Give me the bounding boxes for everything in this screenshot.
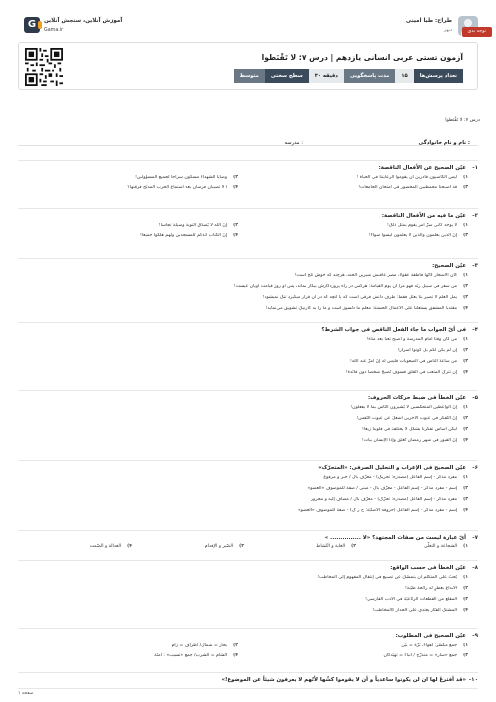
quiz-title: آزمون تستی عربی انسانی یازدهم | درس ۷: لا تَقْنَطوا bbox=[261, 53, 463, 62]
option-text: أ لا تصبیان فرسان بعد استماع الحرب المدبّح فرقتها؟ bbox=[127, 185, 228, 190]
answer-option[interactable] bbox=[356, 175, 468, 180]
question-1 bbox=[18, 160, 478, 196]
answer-option[interactable] bbox=[298, 508, 468, 513]
answer-option[interactable] bbox=[266, 306, 468, 311]
question-number: -۴ bbox=[472, 327, 478, 333]
option-text: الشّام = الشّرب/ جمع «نسیب» : أمنّة bbox=[154, 653, 228, 658]
option-text: المقلّع من القطعات الرئاعیّة فی الأدب الفارسی! bbox=[365, 597, 458, 602]
answer-option[interactable] bbox=[263, 295, 468, 300]
option-text: إن تترک المتعب فی القلق فسوف تُصبحُ شخصاً دون فائدة! bbox=[345, 370, 458, 375]
option-text: مفرد مذکّر - إسم الفاعل (مصدره: تحرّک) - معرّف بأل / مضاف إلیه و مجرور bbox=[310, 497, 458, 502]
option-number: ۳) bbox=[463, 653, 468, 658]
option-text: إنّ التّفکّر فی عیوب الآخرین أشغلُ عن عیوب النّفس! bbox=[356, 416, 458, 421]
option-text: لیس الکاسبون قادرین أن یقوموا الرعایتنا فی الحیاة ! bbox=[356, 175, 458, 180]
option-text: الصّبر و الإقدام bbox=[204, 544, 234, 549]
option-number: ۲) bbox=[233, 643, 238, 648]
option-text: الشجاعة و التعلّی bbox=[423, 544, 458, 549]
question-7 bbox=[18, 530, 478, 552]
option-text: إنّ الواعظین المتحمّسین لا یُشیرون النّاس بما لا یفعلون! bbox=[350, 405, 458, 410]
option-number: ۱) bbox=[463, 575, 468, 580]
option-text: إنّ القبور فی شهر رمضان تُغلّق وإذا الإنسان بیات! bbox=[361, 438, 458, 443]
student-name-label: نام و نام خانوادگی : bbox=[418, 140, 470, 146]
question-3 bbox=[18, 258, 478, 318]
answer-option[interactable] bbox=[358, 185, 468, 190]
school-label: مدرسه : bbox=[284, 140, 303, 146]
option-text: من ساعدَ الناس فی الصعوبات فلیس له إنّ أمرّ عند الله! bbox=[349, 359, 458, 364]
option-text: إن لم یکن لکم بلّ کُونوا أسراراً bbox=[398, 348, 458, 353]
answer-option[interactable] bbox=[367, 337, 469, 342]
option-text: الابداع بعطرٍ له رائحة طیّبة! bbox=[405, 586, 458, 591]
brand-name: آموزش آنلاین، سنجش آنلاین bbox=[44, 18, 123, 24]
option-text: مقتدبا المشفق یستعلنا علی الأعمال الحسنة: معلّم ما دلسوز است و ما را به کارنیک تشویق می‌نماید! bbox=[265, 306, 458, 311]
option-text: یملّ العلم لا تصیر بنا بعثل فقط: طرف دانش فرقی است که با آنچه که در آن قرار میگیرد تنگ نمیشود! bbox=[262, 295, 458, 300]
answer-option[interactable] bbox=[362, 427, 468, 432]
question-6 bbox=[18, 460, 478, 524]
option-text: جمع مکسّر: أهواء، بَرّة = بیّن bbox=[401, 643, 458, 648]
answer-option[interactable] bbox=[127, 185, 238, 190]
question-text: «قد أفترعُ لها ان لن یکونوا ساعدیاً و أن لا یقوموا کشّها لأنّهم لا یعرفون شیئاً عن الموضوع!» bbox=[221, 677, 466, 683]
question-9 bbox=[18, 628, 478, 666]
answer-option[interactable] bbox=[205, 544, 244, 549]
question-number: -۶ bbox=[472, 465, 478, 471]
answer-option[interactable] bbox=[316, 544, 356, 549]
quiz-meta-chips bbox=[234, 69, 463, 83]
option-number: ۴) bbox=[233, 185, 238, 190]
difficulty-value: متوسط bbox=[234, 69, 265, 83]
difficulty-label: سطح سختی bbox=[265, 69, 309, 83]
answer-option[interactable] bbox=[369, 233, 468, 238]
option-number: ۳) bbox=[239, 544, 244, 549]
option-number: ۳) bbox=[463, 185, 468, 190]
option-text: إنّ الکتاب أتذکُم للمسجدین ولهم هلکوا جمیعاً! bbox=[140, 233, 228, 238]
option-text: کان الأشجار کأنّها قاطفة عقولاً، مصر عاقبش شیرین الحند، هرچند که خوش تلخ است! bbox=[294, 273, 458, 278]
option-number: ۴) bbox=[463, 508, 468, 513]
answer-option[interactable] bbox=[346, 370, 468, 375]
option-number: ۲) bbox=[233, 223, 238, 228]
answer-option[interactable] bbox=[323, 475, 468, 480]
option-text: مفرد مذکّر - إسم الفاعل (مصدره: تحریک) - معرّف بأل / خبر و مرفوع bbox=[323, 475, 458, 480]
question-text: أیّ عبارة لیست من صفات المجتهد؟ «لا ............... » bbox=[324, 535, 466, 541]
question-number: -۱۰ bbox=[468, 677, 478, 683]
answer-option[interactable] bbox=[405, 586, 468, 591]
option-number: ۴) bbox=[127, 544, 132, 549]
option-text: الغایة و النّشاط bbox=[316, 544, 346, 549]
qr-code-icon bbox=[25, 48, 63, 86]
option-text: بحار = شمال/ أطراف = زام bbox=[171, 643, 228, 648]
option-text: إسم - مفرد مذکّر - إسم الفاعل - معرّف بأل - مبنی / صفة للموصوف «العضو» bbox=[307, 486, 458, 491]
answer-option[interactable] bbox=[307, 486, 468, 491]
option-number: ۴) bbox=[463, 608, 468, 613]
option-number: ۴) bbox=[463, 306, 468, 311]
answer-option[interactable] bbox=[401, 643, 468, 648]
answer-option[interactable] bbox=[140, 233, 238, 238]
option-text: إنّ الله لا یُصدّق التوبة وسیلة تجاسا! bbox=[158, 223, 228, 228]
answer-option[interactable] bbox=[159, 223, 238, 228]
option-number: ۳) bbox=[463, 295, 468, 300]
question-2 bbox=[18, 208, 478, 244]
option-number: ۲) bbox=[463, 284, 468, 289]
answer-option[interactable] bbox=[311, 497, 468, 502]
duration-value: ۳۰ دقیقه bbox=[309, 69, 344, 83]
option-text: من کان وقتاً أمام المدرسة و أصبح تعباً بعد مدّة! bbox=[366, 337, 458, 342]
option-text: یُحبّ علی المتکلّم أن یتمسّک عن تصبیع فی إنتقال المفهوم إلی المخاطب! bbox=[317, 575, 458, 580]
answer-option[interactable] bbox=[365, 597, 468, 602]
question-text: عیّن الصحیح عن الأفعال الناقصة: bbox=[378, 165, 466, 171]
answer-option[interactable] bbox=[398, 348, 468, 353]
answer-option[interactable] bbox=[154, 653, 238, 658]
option-number: ۴) bbox=[463, 370, 468, 375]
option-text: من سفر فی سبیل ربّه فهو مرا أن یوم القیامة: هرکس در راه پروردگارش بیکار بماند، پس او روز قیامت آویان عیست! bbox=[233, 284, 458, 289]
answer-option[interactable] bbox=[372, 608, 468, 613]
option-number: ۲) bbox=[233, 175, 238, 180]
answer-option[interactable] bbox=[90, 544, 132, 549]
option-number: ۴) bbox=[233, 233, 238, 238]
option-number: ۴) bbox=[463, 438, 468, 443]
answer-option[interactable] bbox=[383, 653, 468, 658]
option-text: إسم - مفرد مذکّر - إسم الفاعل (حروفه الأصلیّة: ح ر ک) - صفة للموصوف «العضو» bbox=[297, 508, 458, 513]
option-number: ۲) bbox=[463, 586, 468, 591]
option-number: ۲) bbox=[463, 416, 468, 421]
question-text: عیّن الصحیح: bbox=[432, 263, 466, 269]
answer-option[interactable] bbox=[295, 273, 469, 278]
option-number: ۱) bbox=[463, 643, 468, 648]
option-number: ۱) bbox=[463, 475, 468, 480]
question-number: -۷ bbox=[472, 535, 478, 541]
option-text: إنّ الّذین یعلمون والّذین لا یعلمون لیسوا سواءً! bbox=[368, 233, 458, 238]
option-text: جمع «سار» = متدرّج / أنباء = تهیّدکان bbox=[383, 653, 458, 658]
duration-label: مدت پاسخگویی bbox=[344, 69, 395, 83]
page-header bbox=[18, 14, 478, 40]
option-number: ۳) bbox=[463, 597, 468, 602]
option-number: ۲) bbox=[351, 544, 356, 549]
question-8 bbox=[18, 560, 478, 622]
brand-logo-icon: G bbox=[24, 17, 40, 33]
page-number: صفحه ۱ bbox=[18, 691, 34, 696]
question-5 bbox=[18, 390, 478, 448]
option-number: ۱) bbox=[463, 273, 468, 278]
question-10 bbox=[18, 672, 478, 686]
option-text: قد أصبحنا محمطبین المحضور فی امتحان الجامعات! bbox=[358, 185, 458, 190]
question-4 bbox=[18, 322, 478, 380]
quiz-info-box bbox=[18, 42, 478, 90]
option-number: ۴) bbox=[233, 653, 238, 658]
option-text: لیکُن أساس تفکّرنا بشکل لا یختلفُ فی قلوبنا زیغاً! bbox=[362, 427, 458, 432]
notice-badge: توجه بدی bbox=[462, 27, 492, 37]
question-text: عیّن الصحیح فی الإعراب و التحلیل الصرفی: «المتحرّک» bbox=[318, 465, 466, 471]
notice-text: درس ۷: لا تَقْنَطوا bbox=[445, 118, 480, 123]
option-number: ۱) bbox=[463, 405, 468, 410]
brand-url[interactable]: Gama.ir bbox=[44, 28, 64, 33]
question-count-label: تعداد پرسش‌ها bbox=[414, 69, 463, 83]
answer-option[interactable] bbox=[172, 643, 238, 648]
option-number: ۳) bbox=[463, 233, 468, 238]
question-text: عیّن الصحیح فی المطلوب: bbox=[395, 633, 466, 639]
answer-option[interactable] bbox=[356, 416, 468, 421]
student-info-row bbox=[18, 134, 478, 146]
option-number: ۳) bbox=[463, 427, 468, 432]
page-footer bbox=[18, 688, 478, 698]
question-number: -۱ bbox=[472, 165, 478, 171]
option-text: المشتک الفتّار یعتدی علی الجدار کالمخاطب! bbox=[372, 608, 458, 613]
question-number: -۳ bbox=[472, 263, 478, 269]
option-text: وصایا الشهداء مسکون سراجاً لجمیع المسؤولین! bbox=[135, 175, 228, 180]
option-number: ۲) bbox=[463, 486, 468, 491]
option-number: ۳) bbox=[463, 497, 468, 502]
question-count-value: ۱۵ bbox=[395, 69, 413, 83]
option-number: ۳) bbox=[463, 359, 468, 364]
answer-option[interactable] bbox=[387, 223, 468, 228]
question-number: -۲ bbox=[472, 213, 478, 219]
question-number: -۹ bbox=[472, 633, 478, 639]
designer-name: طراح: طبا امینی bbox=[405, 18, 452, 24]
answer-option[interactable] bbox=[424, 544, 468, 549]
question-number: -۸ bbox=[472, 565, 478, 571]
answer-option[interactable] bbox=[350, 359, 468, 364]
answer-option[interactable] bbox=[350, 405, 468, 410]
answer-option[interactable] bbox=[317, 575, 468, 580]
option-number: ۱) bbox=[463, 175, 468, 180]
option-text: لا یوجد کانی سرّ أمر یقوم بمثل ذلک! bbox=[386, 223, 458, 228]
question-text: عیّن ما فیه من الأفعال الناقصة: bbox=[381, 213, 466, 219]
option-number: ۱) bbox=[463, 223, 468, 228]
option-number: ۲) bbox=[463, 348, 468, 353]
question-number: -۵ bbox=[472, 395, 478, 401]
designer-subtitle: دیهر bbox=[444, 28, 452, 33]
option-number: ۱) bbox=[463, 337, 468, 342]
question-text: عیّن الخطأ فی حسب الواقع: bbox=[390, 565, 466, 571]
question-text: فی أیّ الجواب ما جاء الفعل الناقص فی جواب الشرط؟ bbox=[321, 327, 466, 333]
answer-option[interactable] bbox=[234, 284, 468, 289]
option-text: العدالة و الصّمت bbox=[89, 544, 122, 549]
answer-option[interactable] bbox=[135, 175, 238, 180]
question-text: عیّن الخطأ فی ضبط حرکات الحروف: bbox=[367, 395, 466, 401]
option-number: ۱) bbox=[463, 544, 468, 549]
answer-option[interactable] bbox=[362, 438, 468, 443]
